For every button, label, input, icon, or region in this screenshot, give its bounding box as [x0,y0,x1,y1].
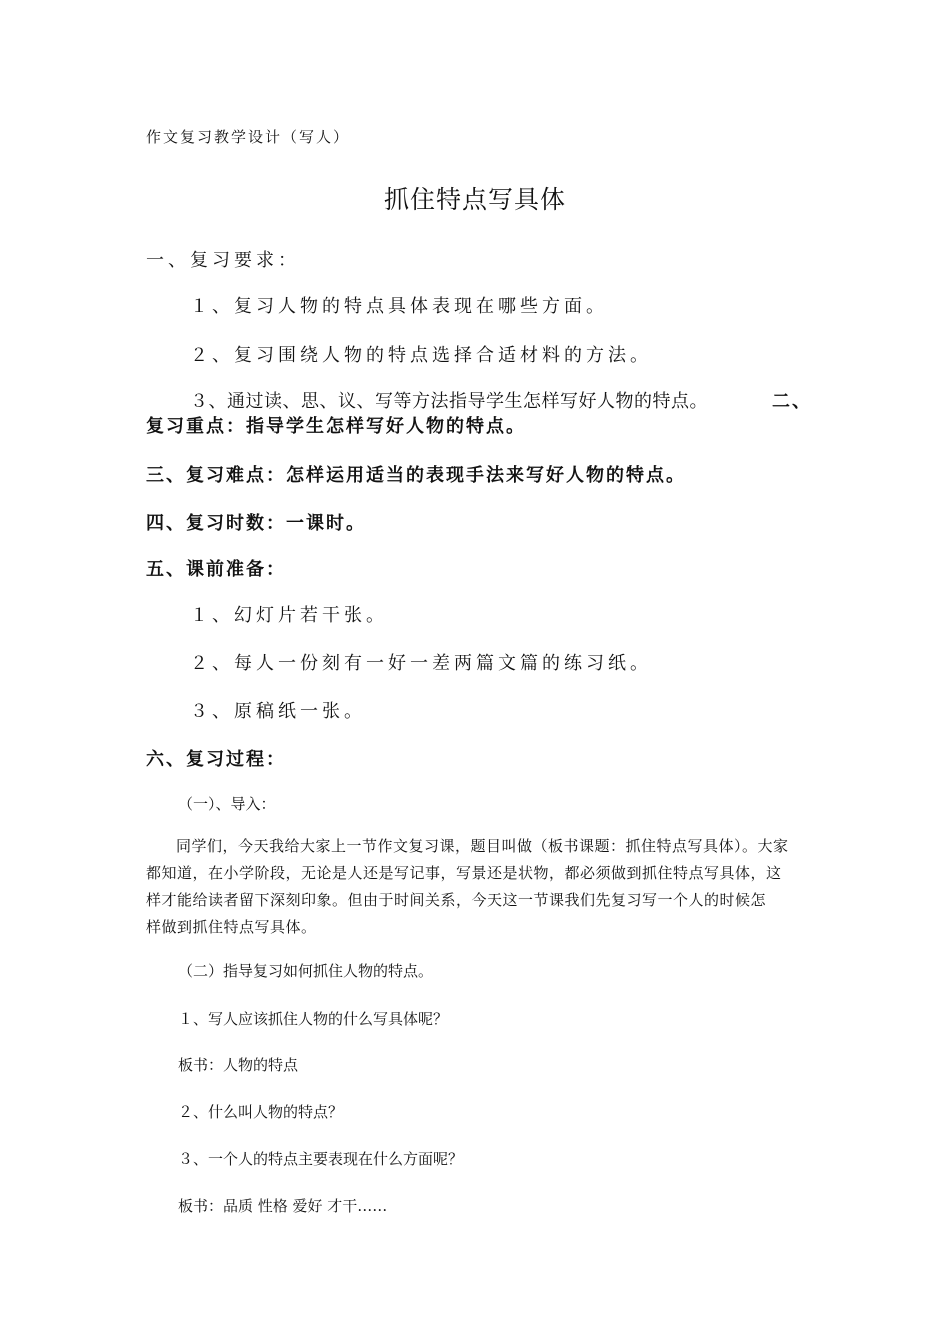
question-3: ３、一个人的特点主要表现在什么方面呢？ [178,1150,464,1168]
section-3-heading: 三、复习难点：怎样运用适当的表现手法来写好人物的特点。 [146,465,686,486]
section-5-item-2: ２、每人一份刻有一好一差两篇文篇的练习纸。 [190,653,652,674]
intro-paragraph-line-2: 都知道，在小学阶段，无论是人还是写记事，写景还是状物，都必须做到抓住特点写具体，这 [146,864,782,882]
document-title: 抓住特点写具体 [383,185,566,214]
blackboard-note-2: 板书：品质 性格 爱好 才干…… [178,1197,388,1215]
section-1-heading: 一、复习要求： [146,250,300,271]
section-2-heading: 复习重点：指导学生怎样写好人物的特点。 [146,416,526,437]
section-5-heading: 五、课前准备： [146,559,286,580]
intro-paragraph [146,833,811,941]
intro-paragraph-line-3: 样才能给读者留下深刻印象。但由于时间关系，今天这一节课我们先复习写一个人的时候怎 [146,891,767,909]
section-1-item-1: １、复习人物的特点具体表现在哪些方面。 [190,296,608,317]
section-5-item-1: １、幻灯片若干张。 [190,605,388,626]
subsection-guidance-heading: （二）指导复习如何抓住人物的特点。 [178,962,434,980]
document-top-note: 作文复习教学设计（写人） [146,128,351,146]
section-2-heading-prefix: 二、 [772,391,812,412]
section-1-item-2: ２、复习围绕人物的特点选择合适材料的方法。 [190,345,652,366]
blackboard-note-1: 板书：人物的特点 [178,1056,299,1074]
subsection-intro-heading: （一）、导入： [178,795,276,813]
intro-paragraph-line-4: 样做到抓住特点写具体。 [146,918,317,936]
question-1: １、写人应该抓住人物的什么写具体呢？ [178,1010,449,1028]
question-2: ２、什么叫人物的特点？ [178,1103,344,1121]
intro-paragraph-line-1: 同学们，今天我给大家上一节作文复习课，题目叫做（板书课题：抓住特点写具体）。大家 [176,837,789,855]
section-4-heading: 四、复习时数：一课时。 [146,513,366,534]
section-1-item-3: ３、通过读、思、议、写等方法指导学生怎样写好人物的特点。 [190,391,708,412]
section-6-heading: 六、复习过程： [146,749,286,770]
section-5-item-3: ３、原稿纸一张。 [190,701,366,722]
